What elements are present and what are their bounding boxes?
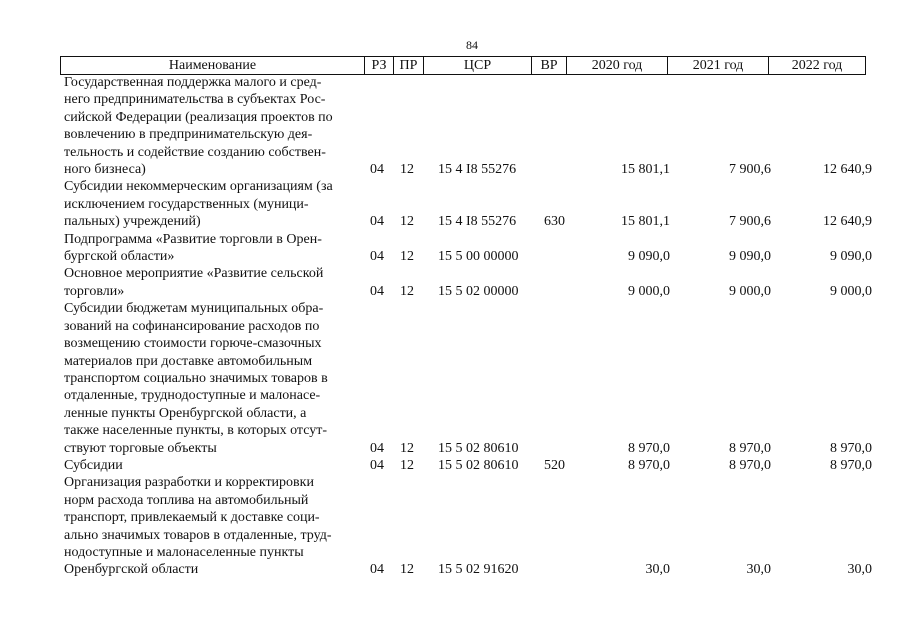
row-2020: 15 801,1	[621, 162, 670, 178]
row-rz: 04	[370, 283, 384, 299]
row-2022: 12 640,9	[823, 162, 872, 178]
row-name: Государственная поддержка малого и сред- него предпринимательства в субъектах Рос- сийской Федерации (реализация проектов по вовлечению в предпринимательскую дея- тельность и содействие созданию собствен- ного бизнеса)	[64, 75, 333, 178]
row-2022: 30,0	[847, 562, 872, 578]
row-rz: 04	[370, 457, 384, 473]
row-name: Основное мероприятие «Развитие сельской торговли»	[64, 266, 324, 299]
row-csr: 15 5 00 00000	[438, 249, 519, 265]
row-2020: 9 000,0	[628, 283, 670, 299]
row-rz: 04	[370, 162, 384, 178]
row-vr: 630	[544, 214, 565, 230]
table-row	[0, 265, 905, 300]
row-2020: 30,0	[645, 562, 670, 578]
row-pr: 12	[400, 440, 414, 456]
header-csr: ЦСР	[424, 57, 532, 75]
row-name: Субсидии некоммерческим организациям (за исключением государственных (муници- пальных) учреждений)	[64, 179, 333, 230]
row-rz: 04	[370, 562, 384, 578]
row-csr: 15 5 02 91620	[438, 562, 519, 578]
row-pr: 12	[400, 457, 414, 473]
row-2022: 9 090,0	[830, 249, 872, 265]
row-pr: 12	[400, 562, 414, 578]
row-2022: 8 970,0	[830, 440, 872, 456]
header-name: Наименование	[61, 57, 365, 75]
header-vr: ВР	[532, 57, 567, 75]
table-row	[0, 74, 905, 178]
table-body	[0, 74, 905, 579]
row-name: Подпрограмма «Развитие торговли в Орен- бургской области»	[64, 231, 322, 265]
table-row	[0, 474, 905, 578]
header-2020: 2020 год	[567, 57, 668, 75]
row-csr: 15 5 02 00000	[438, 283, 519, 299]
row-csr: 15 5 02 80610	[438, 457, 519, 473]
row-2022: 8 970,0	[830, 457, 872, 473]
row-2022: 12 640,9	[823, 214, 872, 230]
row-pr: 12	[400, 249, 414, 265]
row-2021: 9 000,0	[729, 283, 771, 299]
table-row	[0, 178, 905, 230]
row-2021: 9 090,0	[729, 249, 771, 265]
row-pr: 12	[400, 162, 414, 178]
row-csr: 15 5 02 80610	[438, 440, 519, 456]
row-vr: 520	[544, 457, 565, 473]
table-row	[0, 300, 905, 457]
header-rz: РЗ	[365, 57, 394, 75]
header-2021: 2021 год	[668, 57, 769, 75]
row-2021: 7 900,6	[729, 162, 771, 178]
row-2020: 8 970,0	[628, 440, 670, 456]
row-2020: 8 970,0	[628, 457, 670, 473]
row-rz: 04	[370, 214, 384, 230]
page-number: 84	[466, 38, 478, 52]
row-name: Организация разработки и корректировки норм расхода топлива на автомобильный транспорт, привлекаемый к доставке соци- ально значимых товаров в отдаленные, труд- нодоступные и малонаселенные пункты Оренбургской области	[64, 475, 332, 578]
header-pr: ПР	[394, 57, 424, 75]
row-2021: 30,0	[746, 562, 771, 578]
row-2021: 8 970,0	[729, 440, 771, 456]
row-name: Субсидии	[64, 457, 123, 473]
row-2021: 7 900,6	[729, 214, 771, 230]
row-rz: 04	[370, 249, 384, 265]
row-2021: 8 970,0	[729, 457, 771, 473]
table-row	[0, 457, 905, 474]
row-2020: 15 801,1	[621, 214, 670, 230]
row-2020: 9 090,0	[628, 249, 670, 265]
row-csr: 15 4 I8 55276	[438, 162, 517, 178]
row-csr: 15 4 I8 55276	[438, 214, 517, 230]
row-rz: 04	[370, 440, 384, 456]
row-name: Субсидии бюджетам муниципальных обра- зований на софинансирование расходов по возмещению стоимости горюче-смазочных материалов при доставке автомобильным транспортом социально значимых товаров в отдаленные, труднодоступные и малонасе- ленные пункты Оренбургской области, а также населенные пункты, в которых отсут- ствуют торговые объекты	[64, 301, 328, 456]
header-row	[61, 57, 866, 75]
row-pr: 12	[400, 214, 414, 230]
table-row	[0, 231, 905, 266]
row-pr: 12	[400, 283, 414, 299]
table-header	[60, 56, 866, 75]
header-2022: 2022 год	[769, 57, 866, 75]
row-2022: 9 000,0	[830, 283, 872, 299]
